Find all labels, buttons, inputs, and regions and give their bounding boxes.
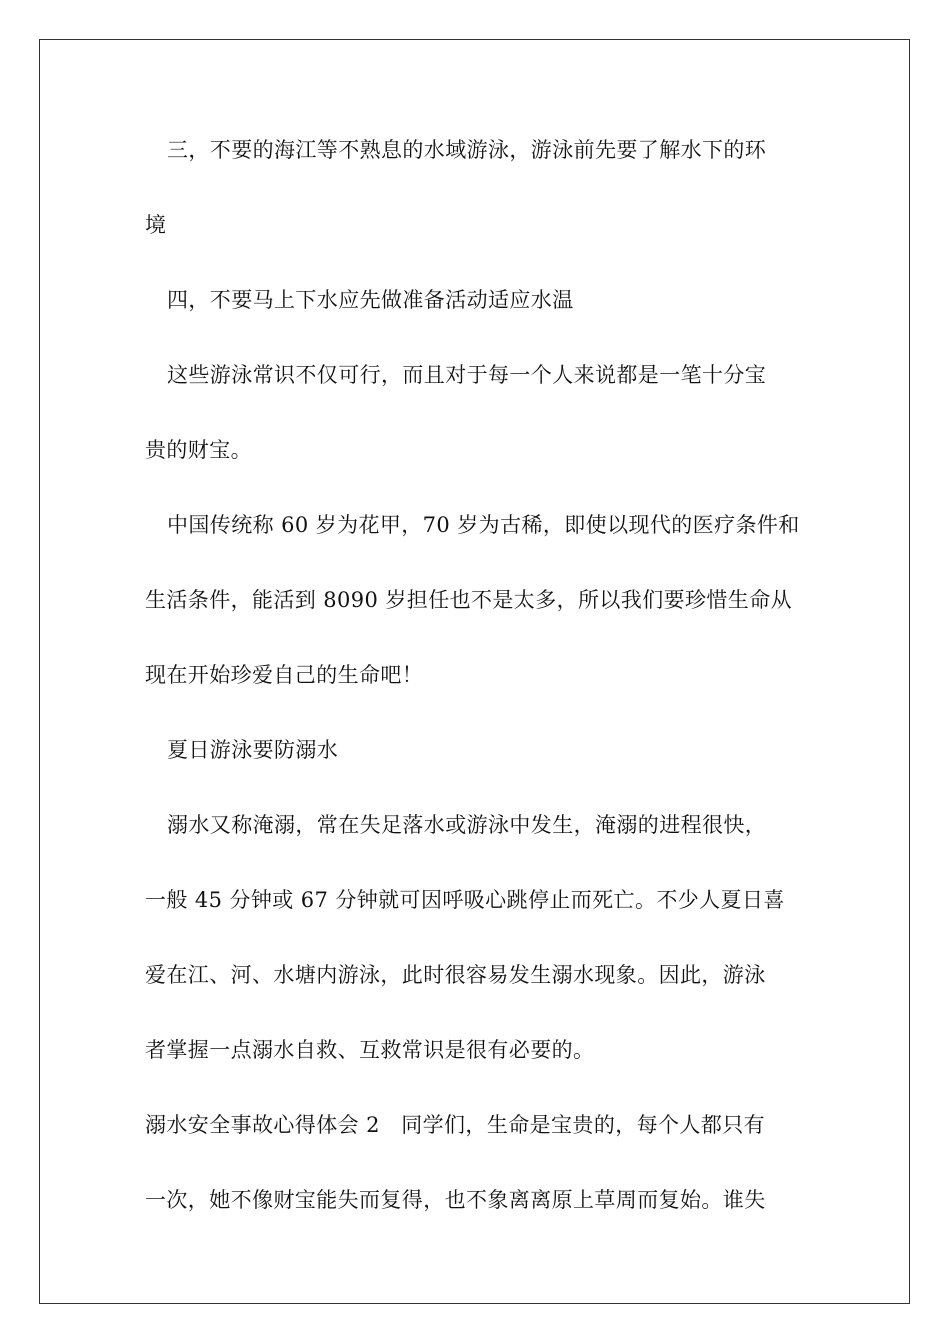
paragraph-line: 贵的财宝。 (145, 438, 252, 462)
paragraph-line: 生活条件，能活到 8090 岁担任也不是太多，所以我们要珍惜生命从 (145, 588, 792, 612)
paragraph-line: 三，不要的海江等不熟息的水域游泳，游泳前先要了解水下的环 (167, 138, 767, 162)
paragraph-line: 者掌握一点溺水自救、互救常识是很有必要的。 (145, 1038, 595, 1062)
paragraph-line: 境 (145, 213, 167, 237)
paragraph-line: 一般 45 分钟或 67 分钟就可因呼吸心跳停止而死亡。不少人夏日喜 (145, 888, 785, 912)
paragraph-line: 中国传统称 60 岁为花甲，70 岁为古稀，即使以现代的医疗条件和 (167, 513, 800, 537)
paragraph-line: 溺水又称淹溺，常在失足落水或游泳中发生，淹溺的进程很快， (167, 813, 767, 837)
paragraph-line: 这些游泳常识不仅可行，而且对于每一个人来说都是一笔十分宝 (167, 363, 767, 387)
paragraph-line: 溺水安全事故心得体会 2 同学们，生命是宝贵的，每个人都只有 (145, 1113, 766, 1137)
paragraph-line: 四，不要马上下水应先做准备活动适应水温 (167, 288, 574, 312)
paragraph-line: 现在开始珍爱自己的生命吧！ (145, 663, 424, 687)
paragraph-line: 爱在江、河、水塘内游泳，此时很容易发生溺水现象。因此，游泳 (145, 963, 766, 987)
section-heading: 夏日游泳要防溺水 (167, 738, 339, 762)
paragraph-line: 一次，她不像财宝能失而复得，也不象离离原上草周而复始。谁失 (145, 1188, 766, 1212)
